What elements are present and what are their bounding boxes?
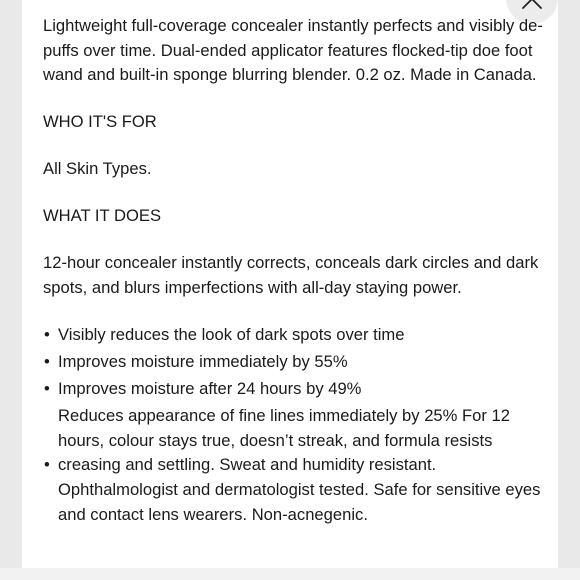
- list-item-text: Reduces appearance of fine lines immediately by 25% For 12 hours, colour stays true, doesn’t streak, and formula resists creasing and settling. Sweat and humidity resistant. Ophthalmologist and dermatologist tested. Safe for sensitive eyes and contact lens wearers. Non-acnegenic.: [58, 406, 541, 524]
- list-item-text: Visibly reduces the look of dark spots over time: [58, 324, 405, 344]
- description-sheet: [22, 0, 558, 580]
- list-item: [43, 350, 543, 375]
- list-item: [43, 323, 543, 348]
- what-heading: WHAT IT DOES: [43, 206, 162, 226]
- intro-text: Lightweight full-coverage concealer instantly perfects and visibly de-puffs over time. Dual-ended applicator features flocked-tip doe foot wand and built-in sponge blurring blender. 0.2 oz. Made in Canada.: [43, 16, 543, 85]
- bullet-dot: •: [44, 324, 50, 344]
- list-item: [43, 404, 543, 527]
- who-text: All Skin Types.: [43, 159, 152, 179]
- bullet-dot: •: [44, 379, 50, 399]
- list-item-text: Improves moisture after 24 hours by 49%: [58, 379, 362, 399]
- bullet-dot: •: [44, 351, 50, 371]
- bottom-edge: [0, 568, 580, 580]
- who-heading: WHO IT'S FOR: [43, 112, 157, 132]
- what-text: 12-hour concealer instantly corrects, conceals dark circles and dark spots, and blurs imperfections with all-day staying power.: [43, 253, 539, 297]
- list-item: [43, 377, 543, 402]
- bullet-dot: •: [44, 455, 50, 475]
- benefits-list: [43, 323, 543, 402]
- product-description: [43, 14, 543, 527]
- list-item-text: Improves moisture immediately by 55%: [58, 351, 348, 371]
